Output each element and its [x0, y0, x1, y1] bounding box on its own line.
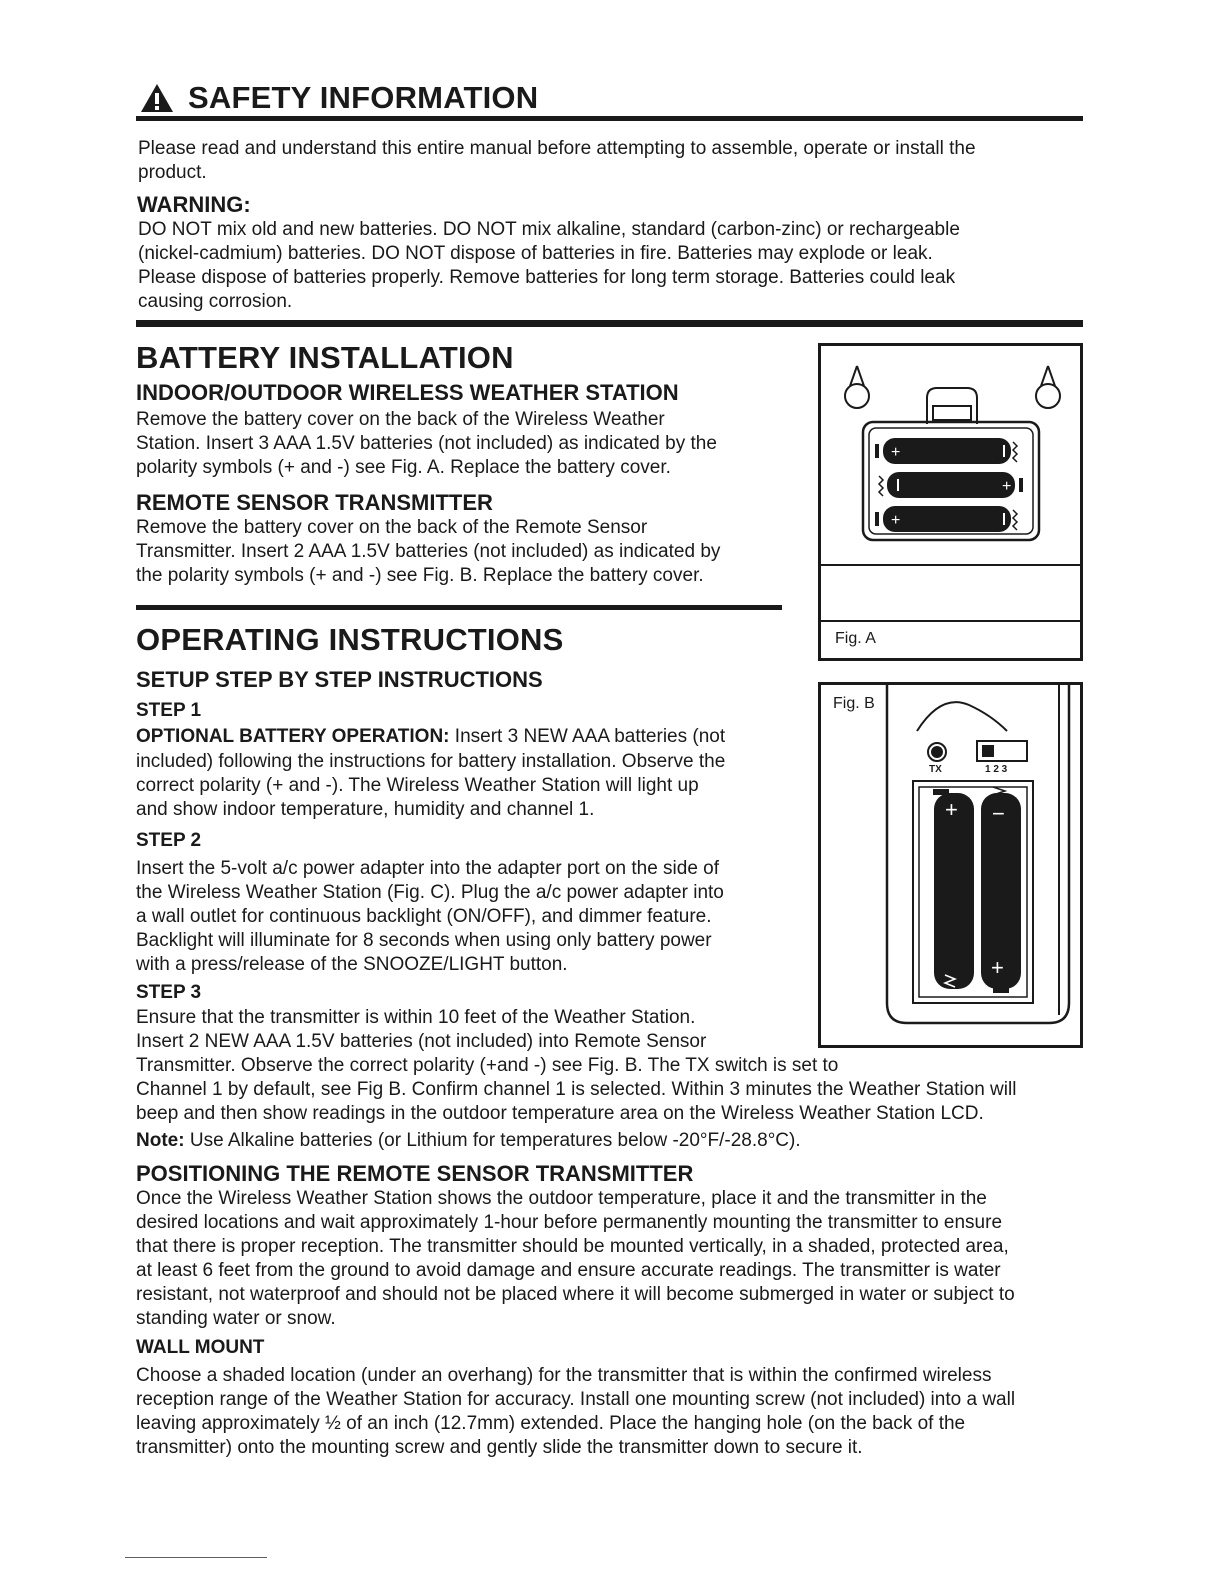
plus-sign: +	[945, 797, 958, 822]
figure-a	[818, 343, 1083, 661]
step2-heading: STEP 2	[136, 830, 202, 851]
safety-header	[140, 78, 538, 118]
wall-mount-heading: WALL MOUNT	[136, 1337, 265, 1358]
step3-heading: STEP 3	[136, 982, 202, 1003]
battery-aaa-left	[933, 789, 974, 989]
footer-line	[125, 1557, 267, 1558]
tx-label: TX	[929, 764, 942, 775]
positioning-heading: POSITIONING THE REMOTE SENSOR TRANSMITTER	[136, 1161, 694, 1186]
battery-bottom-rule	[136, 605, 782, 610]
battery-aaa-right	[981, 787, 1021, 993]
figure-a-divider-2	[821, 620, 1080, 622]
note-text: Use Alkaline batteries (or Lithium for temperatures below -20°F/-28.8°C).	[184, 1130, 801, 1151]
note-label: Note:	[136, 1130, 185, 1151]
channel-labels: 1 2 3	[985, 764, 1008, 775]
figure-b-label: Fig. B	[833, 695, 875, 712]
minus-sign: −	[992, 801, 1005, 826]
step1-first-text: Insert 3 NEW AAA batteries (not	[449, 726, 726, 747]
step3-text: Ensure that the transmitter is within 10 feet of the Weather Station. Insert 2 NEW AAA 1.5V batteries (not included) into Remote Sensor Transmitter. Observe the correct polarity (+and -) see Fig. B. The TX switch is set to Channel 1 by default, see Fig B. Confirm channel 1 is selected. Within 3 minutes the Weather Station will beep and then show readings in the outdoor temperature area on the Wireless Weather Station LCD.	[136, 1007, 1017, 1124]
step1-text: included) following the instructions for battery installation. Observe the correct polarity (+ and -). The Wireless Weather Station will light up and show indoor temperature, humidity and channel 1.	[136, 751, 726, 820]
battery-title: BATTERY INSTALLATION	[136, 340, 514, 375]
wall-mount-text: Choose a shaded location (under an overhang) for the transmitter that is within the confirmed wireless reception range of the Weather Station for accuracy. Install one mounting screw (not included) into a wall leaving approximately ½ of an inch (12.7mm) extended. Place the hanging hole (on the back of the transmitter) onto the mounting screw and gently slide the transmitter down to secure it.	[136, 1365, 1016, 1458]
station-text: Remove the battery cover on the back of the Wireless Weather Station. Insert 3 AAA 1.5V batteries (not included) as indicated by the polarity symbols (+ and -) see Fig. A. Replace the battery cover.	[136, 409, 717, 478]
step1-heading: STEP 1	[136, 700, 202, 721]
figure-a-label: Fig. A	[835, 630, 876, 647]
weather-station-back-illustration	[821, 346, 1080, 566]
transmitter-outline	[887, 685, 1069, 1023]
remote-heading: REMOTE SENSOR TRANSMITTER	[136, 490, 493, 515]
battery-cover-latch	[927, 388, 977, 424]
battery-aaa-2	[879, 472, 1023, 498]
safety-intro: Please read and understand this entire manual before attempting to assemble, operate or install the product.	[138, 138, 976, 183]
warning-text: DO NOT mix old and new batteries. DO NOT mix alkaline, standard (carbon-zinc) or rechargeable (nickel-cadmium) batteries. DO NOT dispose of batteries in fire. Batteries may explode or leak. Please dispose of batteries properly. Remove batteries for long term storage. Batteries could leak causing corrosion.	[138, 219, 960, 312]
operating-title: OPERATING INSTRUCTIONS	[136, 622, 564, 657]
plus-sign: +	[891, 444, 901, 461]
plus-sign: +	[1002, 478, 1012, 495]
positioning-text: Once the Wireless Weather Station shows the outdoor temperature, place it and the transmitter in the desired locations and wait approximately 1-hour before permanently mounting the transmitter to ensure that there is proper reception. The transmitter should be mounted vertically, in a shaded, protected area, at least 6 feet from the ground to avoid damage and ensure accurate readings. The transmitter is water resistant, not waterproof and should not be placed where it will become submerged in water or subject to standing water or snow.	[136, 1188, 1015, 1329]
remote-text: Remove the battery cover on the back of the Remote Sensor Transmitter. Insert 2 AAA 1.5V batteries (not included) as indicated by the polarity symbols (+ and -) see Fig. B. Replace the battery cover.	[136, 517, 721, 586]
hanging-arch	[917, 702, 1007, 731]
step1-first-line	[136, 725, 816, 749]
safety-title: SAFETY INFORMATION	[188, 80, 539, 115]
setup-heading: SETUP STEP BY STEP INSTRUCTIONS	[136, 667, 543, 692]
step1-bold-label: OPTIONAL BATTERY OPERATION:	[136, 726, 450, 747]
figure-a-divider-1	[821, 564, 1080, 566]
safety-bottom-rule	[136, 320, 1083, 327]
plus-sign: +	[991, 955, 1004, 980]
hanging-hole-right-icon	[1036, 366, 1060, 408]
warning-heading: WARNING:	[137, 192, 251, 217]
note-line	[136, 1129, 1086, 1153]
plus-sign: +	[891, 512, 901, 529]
warning-triangle-icon	[140, 82, 174, 114]
battery-aaa-1	[875, 438, 1017, 464]
safety-title-rule	[136, 116, 1083, 121]
tx-led-icon	[928, 743, 946, 761]
station-heading: INDOOR/OUTDOOR WIRELESS WEATHER STATION	[136, 380, 679, 405]
figure-b	[818, 682, 1083, 1048]
channel-switch	[977, 741, 1027, 761]
remote-sensor-back-illustration	[821, 685, 1080, 1045]
hanging-hole-left-icon	[845, 366, 869, 408]
step2-text: Insert the 5-volt a/c power adapter into the adapter port on the side of the Wireless Weather Station (Fig. C). Plug the a/c power adapter into a wall outlet for continuous backlight (ON/OFF), and dimmer feature. Backlight will illuminate for 8 seconds when using only battery power with a press/release of the SNOOZE/LIGHT button.	[136, 858, 724, 975]
battery-aaa-3	[875, 506, 1017, 532]
